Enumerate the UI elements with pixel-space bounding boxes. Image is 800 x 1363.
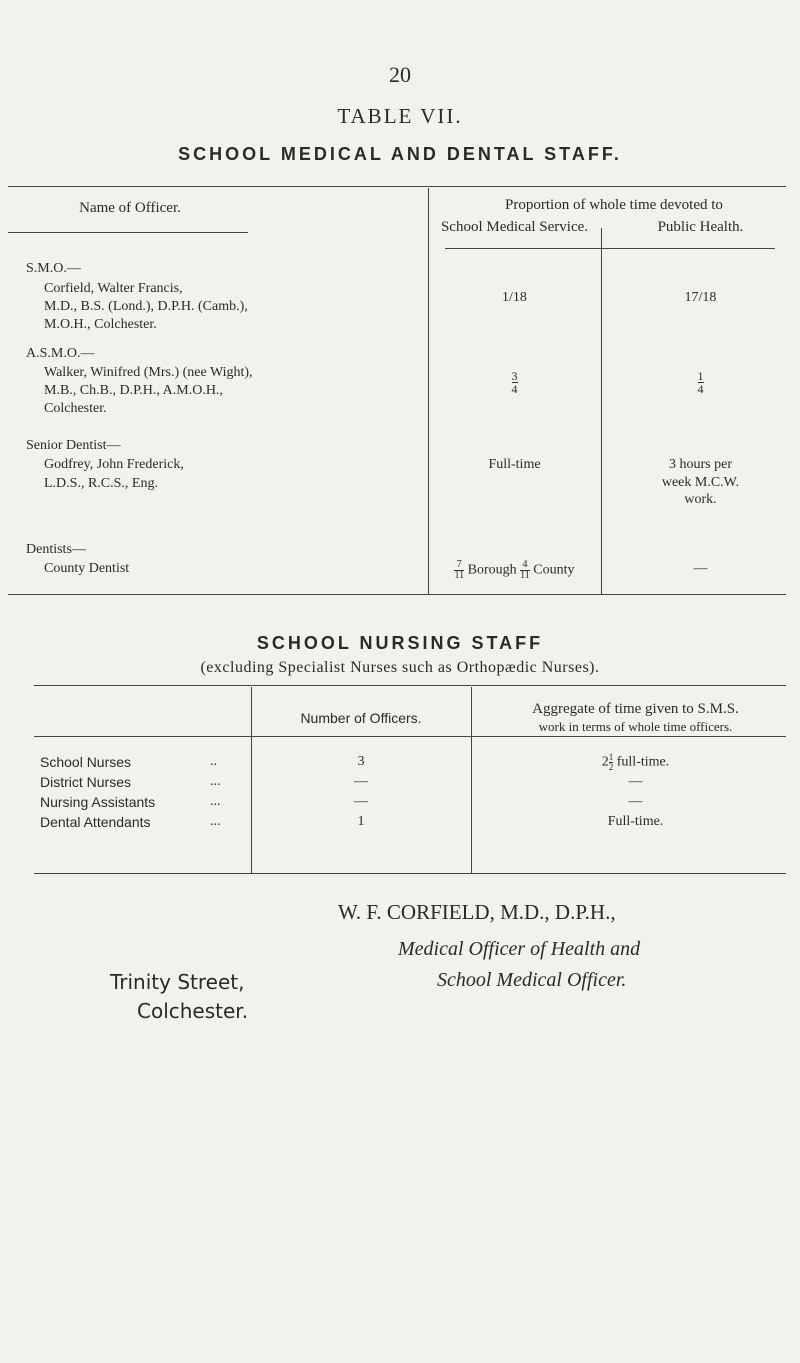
row-label: District Nurses	[40, 774, 132, 790]
fraction-numerator: 7	[456, 559, 462, 570]
nursing-table-bottom-rule	[34, 873, 786, 874]
ph-fraction	[601, 370, 800, 395]
section-title-nursing: SCHOOL NURSING STAFF	[256, 633, 544, 653]
row-label: Dental Attendants	[40, 814, 151, 830]
col-aggregate-header-1: Aggregate of time given to S.M.S.	[532, 701, 739, 717]
staff-header-rule-left	[8, 232, 248, 233]
aggregate-whole: 2	[601, 754, 609, 770]
ph-value-line: week M.C.W.	[661, 475, 740, 490]
ph-value-line: work.	[684, 492, 717, 507]
row-label: School Nurses	[40, 754, 132, 770]
staff-table-bottom-rule	[8, 594, 786, 595]
county-label: County	[533, 562, 575, 578]
aggregate-text: full-time.	[616, 754, 670, 770]
fraction-denominator: 2	[608, 762, 614, 772]
row-leader-dots: ...	[210, 774, 221, 789]
signature-title-1: Medical Officer of Health and	[398, 938, 641, 960]
fraction-numerator: 1	[697, 369, 704, 383]
sms-fraction	[428, 370, 601, 395]
fraction-denominator: 11	[520, 570, 530, 581]
number-value: —	[354, 794, 368, 809]
staff-table-divider-2	[601, 228, 602, 594]
aggregate-value: —	[628, 774, 643, 789]
staff-header-rule-right	[445, 248, 775, 249]
number-value: 1	[357, 814, 365, 829]
section-subtitle-nursing: (excluding Specialist Nurses such as Orthopædic Nurses).	[200, 659, 600, 676]
signature-name: W. F. CORFIELD, M.D., D.P.H.,	[338, 900, 616, 924]
ph-value: 17/18	[684, 290, 717, 305]
row-role: Senior Dentist—	[26, 438, 121, 453]
address-line-2: Colchester.	[137, 999, 249, 1023]
fraction-denominator: 11	[454, 570, 465, 581]
row-name-line: Godfrey, John Frederick,	[44, 457, 184, 472]
page-number: 20	[389, 62, 411, 87]
row-role: A.S.M.O.—	[26, 346, 95, 361]
address-line-1: Trinity Street,	[110, 970, 245, 994]
col-ph-header: Public Health.	[657, 219, 744, 235]
row-leader-dots: ..	[210, 754, 217, 769]
row-name-line: M.B., Ch.B., D.P.H., A.M.O.H.,	[44, 383, 223, 398]
aggregate-value	[471, 753, 800, 772]
ph-value: —	[693, 561, 708, 576]
col-proportion-header: Proportion of whole time devoted to	[505, 197, 723, 213]
staff-table-top-rule	[8, 186, 786, 187]
fraction-numerator: 4	[522, 559, 528, 570]
signature-title-2: School Medical Officer.	[437, 969, 627, 991]
fraction-denominator: 4	[511, 382, 518, 396]
row-label: Nursing Assistants	[40, 794, 156, 810]
row-name-line: L.D.S., R.C.S., Eng.	[44, 476, 158, 491]
nursing-header-rule	[34, 736, 786, 737]
sms-split-value	[428, 560, 601, 581]
borough-label: Borough	[467, 562, 517, 578]
col-number-header: Number of Officers.	[300, 710, 422, 726]
nursing-table-top-rule	[34, 685, 786, 686]
fraction-denominator: 4	[697, 382, 704, 396]
col-aggregate-header-2: work in terms of whole time officers.	[538, 719, 733, 734]
number-value: 3	[357, 754, 365, 769]
row-name-line: M.D., B.S. (Lond.), D.P.H. (Camb.),	[44, 299, 248, 314]
row-role: Dentists—	[26, 542, 86, 557]
row-leader-dots: ...	[210, 794, 221, 809]
aggregate-value: —	[628, 794, 643, 809]
section-title-medical-dental: SCHOOL MEDICAL AND DENTAL STAFF.	[178, 144, 622, 164]
col-sms-header: School Medical Service.	[440, 219, 589, 235]
sms-value: Full-time	[488, 457, 541, 472]
table-title: TABLE VII.	[337, 104, 463, 128]
sms-value: 1/18	[502, 290, 527, 305]
row-name-line: M.O.H., Colchester.	[44, 317, 157, 332]
row-name-line: Walker, Winifred (Mrs.) (nee Wight),	[44, 365, 253, 380]
row-name-line: Colchester.	[44, 401, 107, 416]
row-leader-dots: ...	[210, 814, 221, 829]
fraction-numerator: 1	[608, 752, 614, 762]
number-value: —	[354, 774, 368, 789]
aggregate-value: Full-time.	[607, 814, 664, 829]
row-role: S.M.O.—	[26, 261, 81, 276]
fraction-numerator: 3	[511, 369, 518, 383]
row-name-line: County Dentist	[44, 561, 130, 576]
row-name-line: Corfield, Walter Francis,	[44, 281, 183, 296]
ph-value-line: 3 hours per	[669, 457, 732, 472]
col-name-header: Name of Officer.	[79, 200, 181, 216]
